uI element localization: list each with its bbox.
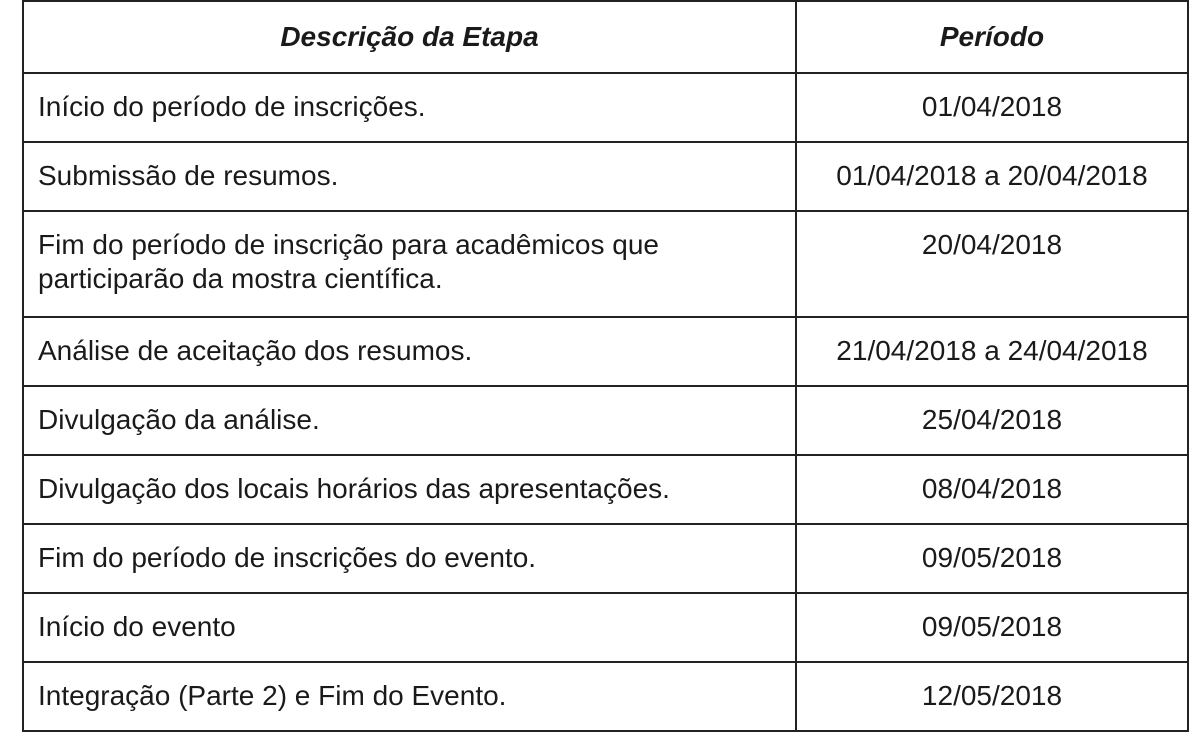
step-description: Integração (Parte 2) e Fim do Evento.	[38, 680, 507, 711]
table-row	[23, 317, 1188, 386]
schedule-table	[22, 0, 1189, 732]
step-period-cell	[796, 386, 1188, 455]
step-description-cell	[23, 662, 796, 731]
table-row	[23, 211, 1188, 317]
step-period: 09/05/2018	[921, 611, 1063, 642]
step-description: Fim do período de inscrições do evento.	[38, 542, 537, 573]
step-period: 12/05/2018	[921, 680, 1063, 711]
table-row	[23, 386, 1188, 455]
step-period-cell	[796, 211, 1188, 317]
step-period: 01/04/2018	[921, 91, 1063, 122]
step-period: 20/04/2018	[921, 229, 1063, 260]
step-description: Divulgação dos locais horários das apresentações.	[38, 473, 670, 504]
header-description: Descrição da Etapa	[23, 1, 796, 73]
step-period: 08/04/2018	[921, 473, 1063, 504]
table-row	[23, 524, 1188, 593]
step-description-cell	[23, 455, 796, 524]
step-period: 25/04/2018	[921, 404, 1063, 435]
table-row	[23, 593, 1188, 662]
table-row	[23, 73, 1188, 142]
step-period-cell	[796, 662, 1188, 731]
step-description: Início do evento	[38, 611, 236, 642]
step-description-cell	[23, 593, 796, 662]
step-description-cell	[23, 524, 796, 593]
header-period: Período	[796, 1, 1188, 73]
table-header-row	[23, 1, 1188, 73]
step-period-cell	[796, 73, 1188, 142]
step-description-cell	[23, 73, 796, 142]
table-row	[23, 455, 1188, 524]
step-description: Fim do período de inscrição para acadêmicos que participarão da mostra científica.	[38, 229, 660, 294]
step-period-cell	[796, 455, 1188, 524]
step-description-cell	[23, 142, 796, 211]
table-row	[23, 142, 1188, 211]
step-description: Análise de aceitação dos resumos.	[38, 335, 473, 366]
step-period: 09/05/2018	[921, 542, 1063, 573]
step-period: 01/04/2018 a 20/04/2018	[836, 160, 1148, 191]
step-description-cell	[23, 386, 796, 455]
step-description: Submissão de resumos.	[38, 160, 339, 191]
step-description-cell	[23, 317, 796, 386]
step-description: Início do período de inscrições.	[38, 91, 426, 122]
table-row	[23, 662, 1188, 731]
step-period-cell	[796, 317, 1188, 386]
step-description-cell	[23, 211, 796, 317]
step-description: Divulgação da análise.	[38, 404, 320, 435]
step-period-cell	[796, 524, 1188, 593]
step-period-cell	[796, 593, 1188, 662]
step-period-cell	[796, 142, 1188, 211]
step-period: 21/04/2018 a 24/04/2018	[836, 335, 1148, 366]
